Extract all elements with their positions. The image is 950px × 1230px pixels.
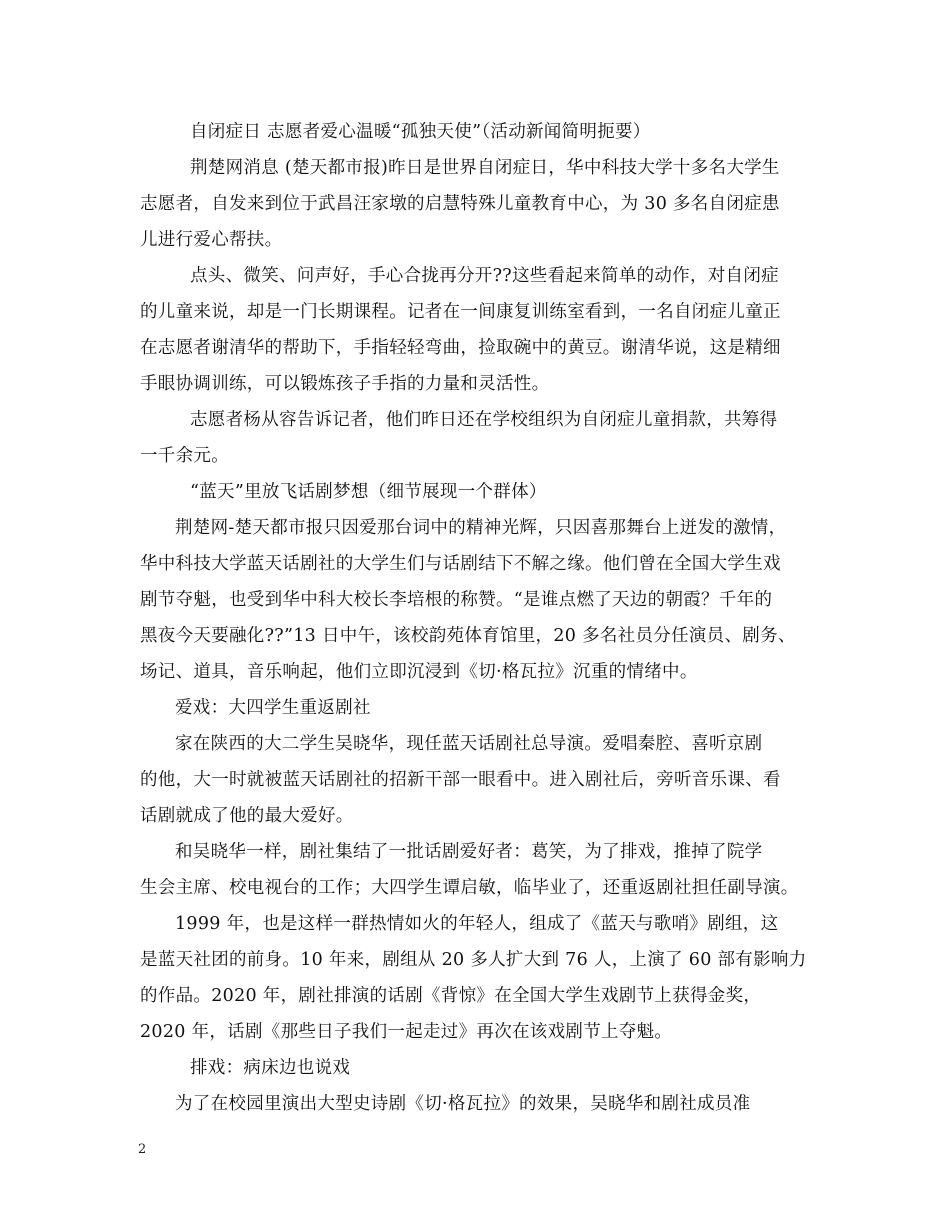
paragraph-line: 儿进行爱心帮扶。 [140, 230, 283, 250]
paragraph-line: 的作品。2020 年，剧社排演的话剧《背惊》在全国大学生戏剧节上获得金奖， [140, 986, 762, 1006]
paragraph-line: 荆楚网消息 (楚天都市报)昨日是世界自闭症日，华中科技大学十多名大学生 [190, 158, 780, 178]
paragraph-line: 志愿者，自发来到位于武昌汪家墩的启慧特殊儿童教育中心，为 30 多名自闭症患 [140, 194, 780, 214]
paragraph-line: 华中科技大学蓝天话剧社的大学生们与话剧结下不解之缘。他们曾在全国大学生戏 [140, 554, 781, 574]
paragraph-line: 1999 年，也是这样一群热情如火的年轻人，组成了《蓝天与歌哨》剧组，这 [175, 914, 779, 934]
paragraph-line: 志愿者杨从容告诉记者，他们昨日还在学校组织为自闭症儿童捐款，共筹得 [190, 410, 778, 430]
subheading-ai-xi: 爱戏：大四学生重返剧社 [175, 698, 371, 718]
paragraph-line: 荆楚网-楚天都市报只因爱那台词中的精神光辉，只因喜那舞台上迸发的激情， [175, 518, 787, 538]
paragraph-line: 在志愿者谢清华的帮助下，手指轻轻弯曲，捡取碗中的黄豆。谢清华说，这是精细 [140, 338, 781, 358]
paragraph-line: 的他，大一时就被蓝天话剧社的招新干部一眼看中。进入剧社后，旁听音乐课、看 [140, 770, 781, 790]
document-body [140, 114, 820, 1122]
paragraph-line: 黑夜今天要融化??”13 日中午，该校韵苑体育馆里，20 多名社员分任演员、剧务、 [140, 626, 796, 646]
paragraph-line: 2020 年，话剧《那些日子我们一起走过》再次在该戏剧节上夺魁。 [140, 1022, 673, 1042]
paragraph-line: 和吴晓华一样，剧社集结了一批话剧爱好者：葛笑，为了排戏，推掉了院学 [175, 842, 763, 862]
paragraph-line: 的儿童来说，却是一门长期课程。记者在一间康复训练室看到，一名自闭症儿童正 [140, 302, 781, 322]
paragraph-line: 是蓝天社团的前身。10 年来，剧组从 20 多人扩大到 76 人，上演了 60 部有影响力 [140, 950, 807, 970]
paragraph-line: 一千余元。 [140, 446, 229, 466]
paragraph-line: 话剧就成了他的最大爱好。 [140, 806, 354, 826]
paragraph-line: 手眼协调训练，可以锻炼孩子手指的力量和灵活性。 [140, 374, 550, 394]
paragraph-line: 剧节夺魁，也受到华中科大校长李培根的称赞。“是谁点燃了天边的朝霞？千年的 [140, 590, 773, 610]
paragraph-line: 点头、微笑、问声好，手心合拢再分开??这些看起来简单的动作，对自闭症 [190, 266, 779, 286]
headline-blue-sky: “蓝天”里放飞话剧梦想（细节展现一个群体） [190, 482, 547, 502]
paragraph-line: 场记、道具，音乐响起，他们立即沉浸到《切·格瓦拉》沉重的情绪中。 [140, 662, 698, 682]
paragraph-line: 家在陕西的大二学生吴晓华，现任蓝天话剧社总导演。爱唱秦腔、喜听京剧 [175, 734, 763, 754]
page-number: 2 [138, 1142, 147, 1157]
paragraph-line: 为了在校园里演出大型史诗剧《切·格瓦拉》的效果，吴晓华和剧社成员准 [175, 1094, 751, 1114]
paragraph-line: 生会主席、校电视台的工作；大四学生谭启敏，临毕业了，还重返剧社担任副导演。 [140, 878, 799, 898]
subheading-pai-xi: 排戏：病床边也说戏 [190, 1058, 351, 1078]
headline-autism-day: 自闭症日 志愿者爱心温暖“孤独天使”（活动新闻简明扼要） [190, 122, 651, 142]
